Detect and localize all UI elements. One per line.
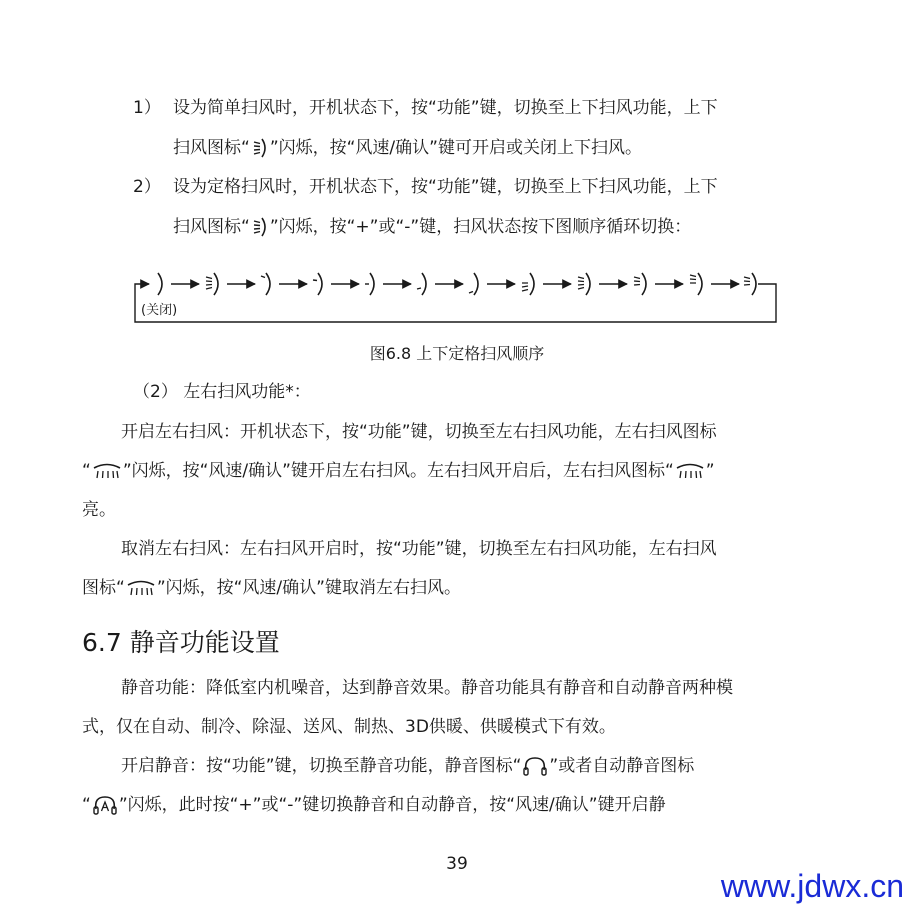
item1-text-line2-b: ”闪烁，按“风速/确认”键可开启或关闭上下扫风。: [269, 138, 642, 158]
mute-p2-line1-b: ”或者自动静音图标: [549, 756, 695, 776]
sequence-off-label: (关闭): [141, 303, 178, 318]
watermark-url: www.jdwx.cn: [720, 868, 904, 904]
swing-group1-icon: [522, 273, 534, 295]
mute-p2-line2-b: ”闪烁，此时按“+”或“-”键切换静音和自动静音，按“风速/确认”键开启静: [118, 795, 666, 815]
lr-cancel-line2: [82, 576, 461, 600]
swing-group4-icon: [690, 273, 702, 295]
swing-full-icon: [744, 273, 756, 295]
headphones-icon: [522, 755, 548, 777]
item2-text-line2: [173, 215, 691, 239]
swing-vertical-icon: [251, 216, 269, 238]
swing-horizontal-icon: [92, 462, 122, 480]
page-number: 39: [446, 854, 468, 874]
swing-sequence-diagram: [133, 267, 783, 325]
swing-pos3-icon: [365, 273, 374, 295]
lr-cancel-line1: 取消左右扫风：左右扫风开启时，按“功能”键，切换至左右扫风功能，左右扫风: [121, 539, 717, 559]
mute-p1-line1: 静音功能：降低室内机噪音，达到静音效果。静音功能具有静音和自动静音两种模: [121, 678, 733, 698]
item1-text-line2-a: 扫风图标“: [173, 138, 250, 158]
swing-pos4-icon: [417, 273, 426, 295]
mute-p2-line1-a: 开启静音：按“功能”键，切换至静音功能，静音图标“: [121, 756, 522, 776]
swing-vertical-icon: [251, 137, 269, 159]
lr-open-line2-b: ”闪烁，按“风速/确认”键开启左右扫风。左右扫风开启后，左右扫风图标“: [122, 461, 674, 481]
swing-group2-icon: [578, 273, 590, 295]
item1-number: 1）: [133, 98, 161, 118]
swing-horizontal-icon: [126, 579, 156, 597]
mute-p2-line2: [82, 793, 666, 817]
lr-open-line1: 开启左右扫风：开机状态下，按“功能”键，切换至左右扫风功能，左右扫风图标: [121, 422, 717, 442]
auto-mute-headphones-icon: [92, 794, 118, 816]
item2-text-line2-a: 扫风图标“: [173, 217, 250, 237]
item1-text-line1: 设为简单扫风时，开机状态下，按“功能”键，切换至上下扫风功能，上下: [173, 98, 718, 118]
swing-pos1-icon: [261, 273, 270, 295]
swing-pos5-icon: [469, 273, 478, 295]
lr-open-line2-a: “: [82, 461, 91, 481]
lr-open-line2-c: ”: [705, 461, 715, 481]
mute-p2-line2-a: “: [82, 795, 91, 815]
lr-cancel-line2-a: 图标“: [82, 578, 125, 598]
swing-closed-icon: [158, 273, 162, 295]
mute-p1-line2: 式，仅在自动、制冷、除湿、送风、制热、3D供暖、供暖模式下有效。: [82, 717, 616, 737]
mute-p2-line1: [121, 754, 694, 778]
lr-open-line3: 亮。: [82, 500, 116, 520]
swing-full-icon: [206, 273, 218, 295]
swing-group3-icon: [634, 273, 646, 295]
section-title: 6.7 静音功能设置: [82, 628, 280, 657]
item2-number: 2）: [133, 177, 161, 197]
item2-text-line2-b: ”闪烁，按“+”或“-”键，扫风状态按下图顺序循环切换：: [269, 217, 692, 237]
lr-cancel-line2-b: ”闪烁，按“风速/确认”键取消左右扫风。: [156, 578, 461, 598]
item2-text-line1: 设为定格扫风时，开机状态下，按“功能”键，切换至上下扫风功能，上下: [173, 177, 718, 197]
lr-open-line2: [82, 459, 715, 483]
sequence-loop-line: [135, 284, 776, 322]
figure-caption: 图6.8 上下定格扫风顺序: [369, 344, 545, 363]
swing-pos2-icon: [313, 273, 322, 295]
item1-text-line2: [173, 136, 642, 160]
lr-swing-heading: （2） 左右扫风功能*：: [133, 382, 311, 402]
swing-horizontal-icon: [675, 462, 705, 480]
